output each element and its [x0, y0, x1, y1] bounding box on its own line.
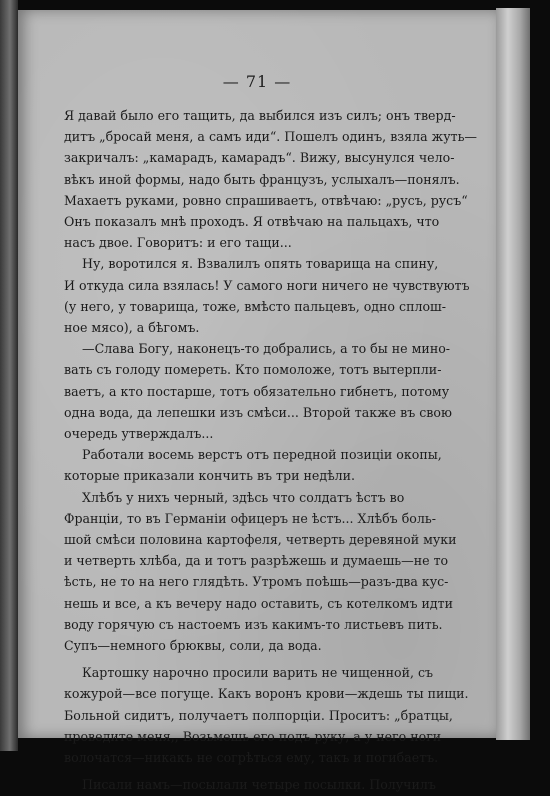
- text-line: дитъ „бросай меня, а самъ иди“. Пошелъ одинъ, взяла жуть—: [64, 129, 478, 145]
- text-line: Онъ показалъ мнѣ проходъ. Я отвѣчаю на пальцахъ, что: [64, 214, 440, 230]
- text-line: волочатся—никакъ не согрѣться ему, такъ и погибаетъ.: [64, 750, 439, 766]
- body-text: [64, 105, 478, 796]
- text-line: Писали намъ—посылали четыре посылки. Получилъ: [82, 777, 436, 793]
- book-page: [18, 10, 496, 793]
- text-line: воду горячую съ настоемъ изъ какимъ-то листьевъ пить.: [64, 616, 443, 632]
- left-page-edge: [0, 0, 18, 751]
- text-line: ное мясо), а бѣгомъ.: [64, 320, 200, 336]
- text-line: —Слава Богу, наконецъ-то добрались, а то бы не мино-: [82, 341, 451, 357]
- text-line: кожурой—все погуще. Какъ воронъ крови—ждешь ты пищи.: [64, 686, 469, 702]
- text-line: которые приказали кончить въ три недѣли.: [64, 468, 356, 484]
- text-line: ѣсть, не то на него глядѣть. Утромъ поѣшь—разъ-два кус-: [64, 574, 449, 590]
- text-line: Я давай было его тащить, да выбился изъ силъ; онъ тверд-: [64, 108, 456, 123]
- text-line: Картошку нарочно просили варить не чищенной, съ: [82, 665, 434, 681]
- text-line: Франціи, то въ Германіи офицеръ не ѣстъ... Хлѣбъ боль-: [64, 510, 436, 526]
- text-line: И откуда сила взялась! У самого ноги ничего не чувствуютъ: [64, 277, 470, 293]
- text-line: шой смѣси половина картофеля, четверть деревяной муки: [64, 532, 457, 548]
- text-line: Больной сидитъ, получаетъ полпорціи. Проситъ: „братцы,: [64, 707, 453, 723]
- text-line: Хлѣбъ у нихъ черный, здѣсь что солдатъ ѣстъ во: [82, 489, 405, 505]
- text-line: одна вода, да лепешки изъ смѣси... Второй также въ свою: [64, 404, 452, 420]
- page-number: — 71 —: [222, 72, 292, 91]
- text-line: ваетъ, а кто постарше, тотъ обязательно гибнетъ, потому: [64, 383, 450, 399]
- text-line: вать съ голоду помереть. Кто помоложе, тотъ вытерпли-: [64, 362, 442, 378]
- text-line: Супъ—немного брюквы, соли, да вода.: [64, 638, 322, 654]
- text-line: насъ двое. Говоритъ: и его тащи...: [64, 235, 292, 251]
- text-line: Махаетъ руками, ровно спрашиваетъ, отвѣчаю: „русъ, русъ“: [64, 192, 468, 208]
- text-line: очередь утверждалъ...: [64, 426, 214, 442]
- text-line: проведите меня,, Возьмешь его подъ руку, а у него ноги: [64, 728, 442, 744]
- text-line: закричалъ: „камарадъ, камарадъ“. Вижу, высунулся чело-: [64, 150, 455, 166]
- text-line: (у него, у товарища, тоже, вмѣсто пальцевъ, одно сплош-: [64, 298, 447, 314]
- text-line: вѣкъ иной формы, надо быть французъ, услыхалъ—понялъ.: [64, 171, 460, 187]
- text-line: Ну, воротился я. Взвалилъ опять товарища на спину,: [82, 256, 439, 272]
- right-page-edge: [496, 8, 530, 740]
- text-line: нешь и все, а къ вечеру надо оставить, съ котелкомъ идти: [64, 595, 453, 611]
- text-line: Работали восемь верстъ отъ передной позиціи окопы,: [82, 447, 442, 463]
- text-line: и четверть хлѣба, да и тотъ разрѣжешь и думаешь—не то: [64, 553, 449, 569]
